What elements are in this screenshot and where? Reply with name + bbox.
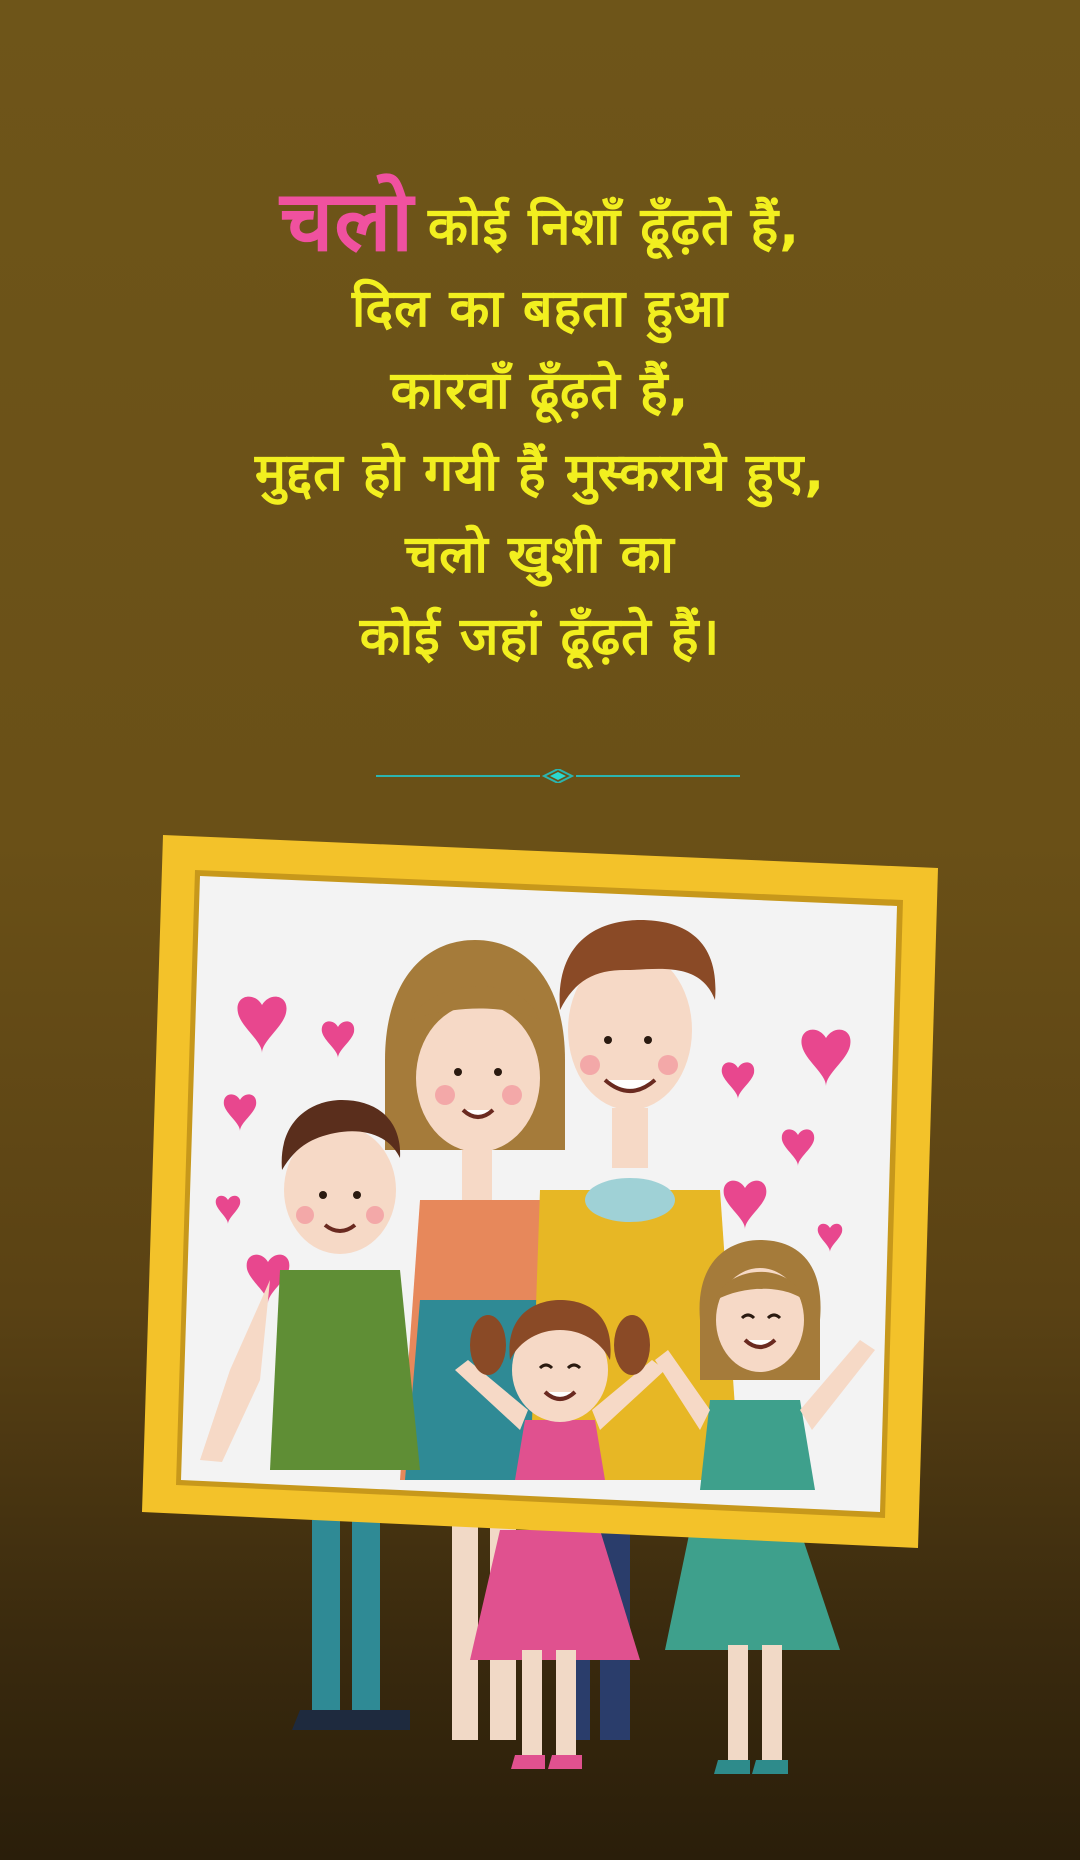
poem-line-1-rest: कोई निशाँ ढूँढ़ते हैं, [428, 197, 801, 257]
poem-line-4: मुद्दत हो गयी हैं मुस्कराये हुए, [254, 443, 826, 503]
poem-line-5: चलो खुशी का [405, 525, 675, 585]
legs-below-frame [292, 1520, 840, 1774]
poem-line-2: दिल का बहता हुआ [351, 279, 729, 339]
poem-line-3: कारवाँ ढूँढ़ते हैं, [390, 361, 690, 421]
poem-line-6: कोई जहां ढूँढ़ते हैं। [359, 607, 721, 667]
poem-highlight-word: चलो [279, 172, 415, 270]
